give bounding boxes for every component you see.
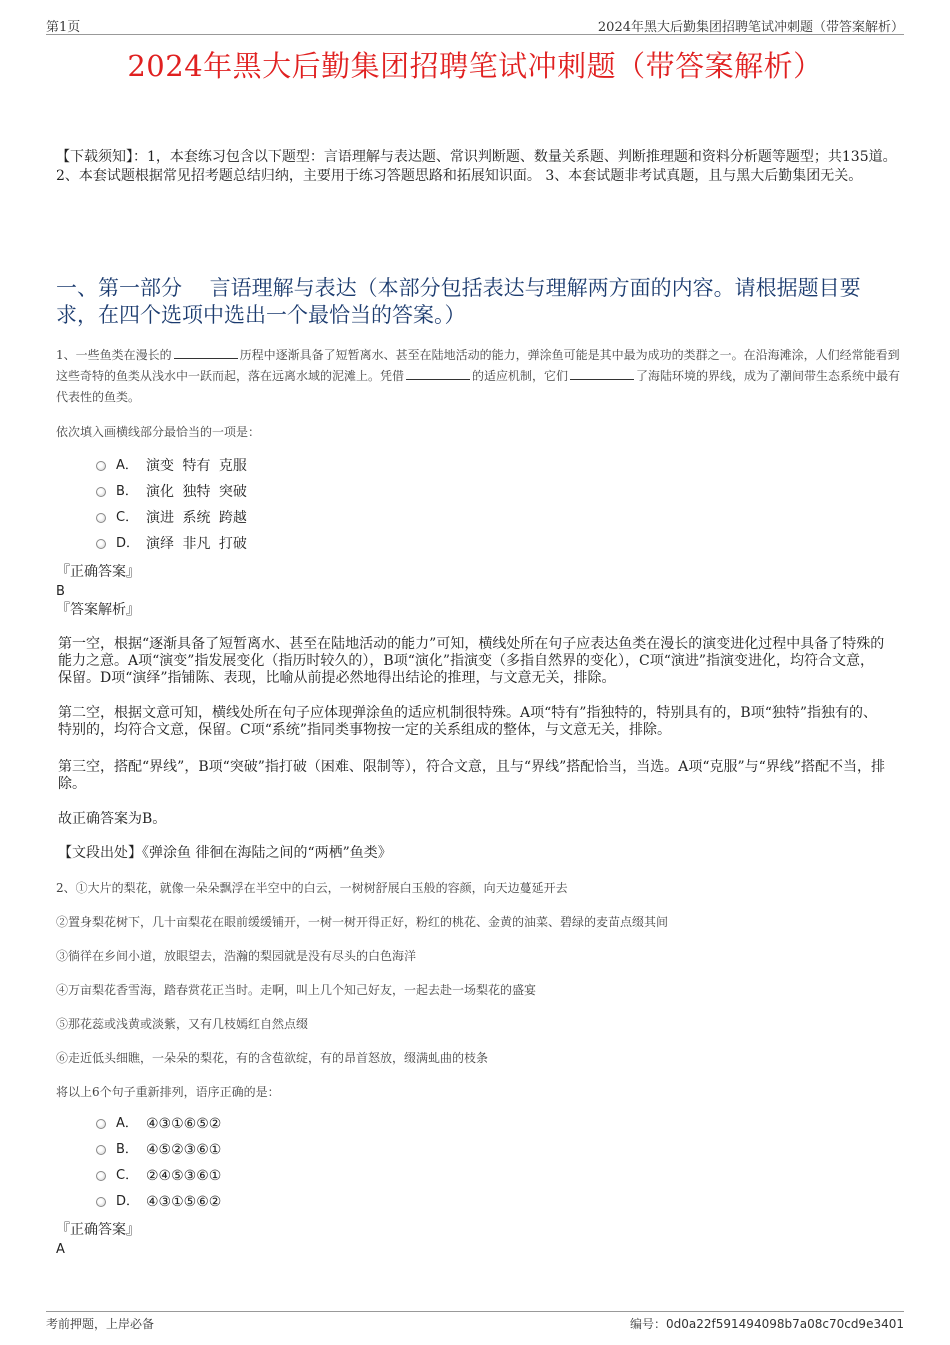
document-title: 2024年黑大后勤集团招聘笔试冲刺题（带答案解析） <box>127 49 823 83</box>
answer-title: 『正确答案』 <box>56 1222 140 1238</box>
radio-icon[interactable] <box>96 539 106 549</box>
analysis-conclusion: 故正确答案为B。 <box>58 811 167 827</box>
question-1-prompt: 依次填入画横线部分最恰当的一项是： <box>56 425 261 439</box>
option-d[interactable]: D． ④③①⑤⑥② <box>96 1189 221 1215</box>
passage-source: 【文段出处】《弹涂鱼 徘徊在海陆之间的“两栖”鱼类》 <box>58 845 392 861</box>
answer-value: B <box>56 584 65 599</box>
download-notice: 【下载须知】：1，本套练习包含以下题型：言语理解与表达题、常识判断题、数量关系题、判断推理题和资料分析题等题型；共135道。 2、本套试题根据常见招考题总结归纳，主要用于练习答题思路和拓展知识面。 3、本套试题非考试真题，且与黑大后勤集团无关。 <box>56 149 897 184</box>
analysis-paragraph-2: 第二空，根据文意可知，横线处所在句子应体现弹涂鱼的适应机制很特殊。A项“特有”指独特的，特别具有的，B项“独特”指独有的、特别的，均符合文意，保留。C项“系统”指同类事物按一定的关系组成的整体，与文意无关，排除。 <box>58 705 878 738</box>
page-footer <box>46 1311 904 1331</box>
question-1-stem: 1、一些鱼类在漫长的 历程中逐渐具备了短暂离水、甚至在陆地活动的能力，弹涂鱼可能是其中最为成功的类群之一。在沿海滩涂，人们经常能看到这些奇特的鱼类从浅水中一跃而起，落在远离水域的泥滩上。凭借 的适应机制，它们 了海陆环境的界线，成为了潮间带生态系统中最有代表性的鱼类。 <box>56 348 901 404</box>
option-d[interactable]: D． 演绎 非凡 打破 <box>96 531 247 557</box>
question-2-answer <box>56 1221 902 1259</box>
question-2-sentences <box>56 878 902 1116</box>
answer-title: 『正确答案』 <box>56 564 140 580</box>
question-2-options <box>96 1111 221 1215</box>
blank-1 <box>174 346 238 359</box>
option-c[interactable]: C． 演进 系统 跨越 <box>96 505 247 531</box>
radio-icon[interactable] <box>96 487 106 497</box>
footer-slogan: 考前押题，上岸必备 <box>46 1317 155 1331</box>
radio-icon[interactable] <box>96 1171 106 1181</box>
sentence-item: ⑤那花蕊或浅黄或淡紫，又有几枝嫣红自然点缀 <box>56 1017 309 1031</box>
section-heading: 一、第一部分 言语理解与表达（本部分包括表达与理解两方面的内容。请根据题目要求，在四个选项中选出一个最恰当的答案。） <box>56 276 861 327</box>
sentence-item: 2、①大片的梨花，就像一朵朵飘浮在半空中的白云，一树树舒展白玉般的容颜，向天边蔓延开去 <box>56 881 568 895</box>
option-c[interactable]: C． ②④⑤③⑥① <box>96 1163 221 1189</box>
question-1-options <box>96 453 247 557</box>
option-a[interactable]: A． ④③①⑥⑤② <box>96 1111 221 1137</box>
question-1-answer <box>56 563 902 620</box>
radio-icon[interactable] <box>96 1197 106 1207</box>
option-a[interactable]: A． 演变 特有 克服 <box>96 453 247 479</box>
analysis-paragraph-1: 第一空，根据“逐渐具备了短暂离水、甚至在陆地活动的能力”可知，横线处所在句子应表达鱼类在漫长的演变进化过程中具备了特殊的能力之意。A项“演变”指发展变化（指历时较久的），B项“演化”指演变（多指自然界的变化），C项“演进”指演变进化，均符合文意，保留。D项“演绎”指铺陈、表现，比喻从前提必然地得出结论的推理，与文意无关，排除。 <box>58 636 885 686</box>
sentence-item: ④万亩梨花香雪海，踏春赏花正当时。走啊，叫上几个知己好友，一起去赴一场梨花的盛宴 <box>56 983 537 997</box>
blank-2 <box>406 367 470 380</box>
radio-icon[interactable] <box>96 513 106 523</box>
analysis-title: 『答案解析』 <box>56 602 140 618</box>
option-b[interactable]: B． 演化 独特 突破 <box>96 479 247 505</box>
sentence-item: ②置身梨花树下，几十亩梨花在眼前缓缓铺开，一树一树开得正好，粉红的桃花、金黄的油菜、碧绿的麦苗点缀其间 <box>56 915 669 929</box>
radio-icon[interactable] <box>96 1119 106 1129</box>
page-header <box>46 14 904 35</box>
page-number: 第1页 <box>46 20 81 35</box>
radio-icon[interactable] <box>96 1145 106 1155</box>
answer-value: A <box>56 1242 65 1257</box>
question-2-prompt: 将以上6个句子重新排列，语序正确的是： <box>56 1085 280 1099</box>
header-doc-title: 2024年黑大后勤集团招聘笔试冲刺题（带答案解析） <box>597 20 904 35</box>
option-b[interactable]: B． ④⑤②③⑥① <box>96 1137 221 1163</box>
sentence-item: ③徜徉在乡间小道，放眼望去，浩瀚的梨园就是没有尽头的白色海洋 <box>56 949 417 963</box>
sentence-item: ⑥走近低头细瞧，一朵朵的梨花，有的含苞欲绽，有的昂首怒放，缀满虬曲的枝条 <box>56 1051 489 1065</box>
radio-icon[interactable] <box>96 461 106 471</box>
analysis-paragraph-3: 第三空，搭配“界线”，B项“突破”指打破（困难、限制等），符合文意，且与“界线”搭配恰当，当选。A项“克服”与“界线”搭配不当，排除。 <box>58 759 885 792</box>
document-code: 编号：0d0a22f591494098b7a08c70cd9e3401 <box>630 1317 904 1331</box>
blank-3 <box>570 367 634 380</box>
